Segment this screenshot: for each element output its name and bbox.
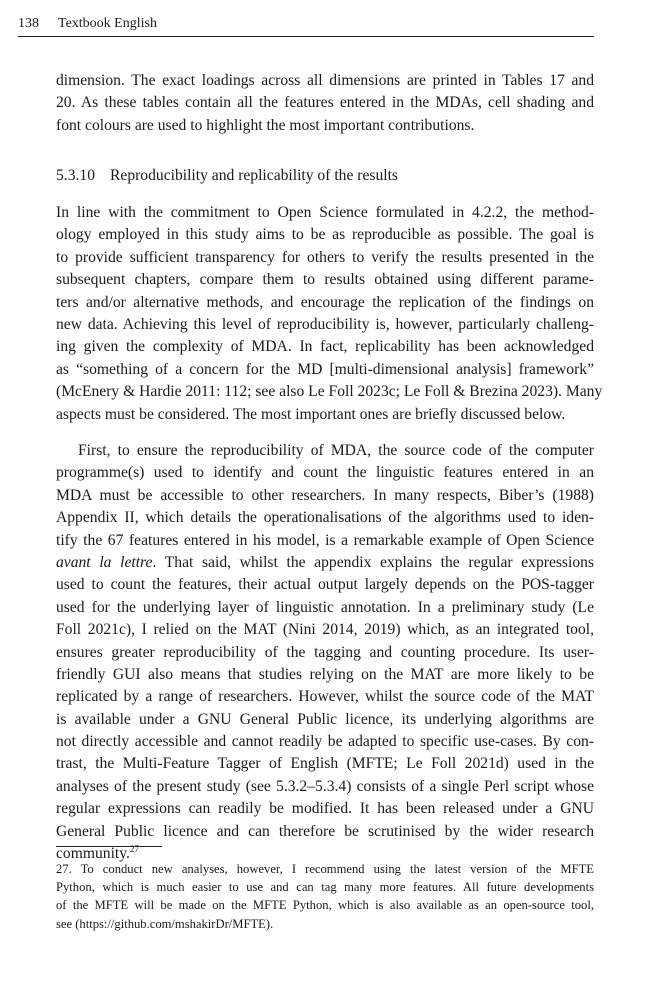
footnote-line: 27. To conduct new analyses, however, I recommend using the latest version of the MFTE xyxy=(56,862,594,876)
italic-phrase: avant la lettre xyxy=(56,553,153,571)
text-line: 20. As these tables contain all the features entered in the MDAs, cell shading and xyxy=(56,94,594,112)
paragraph-dimension-loadings xyxy=(56,70,594,137)
text-line: (McEnery & Hardie 2011: 112; see also Le Foll 2023c; Le Foll & Brezina 2023). Many xyxy=(56,383,603,401)
footnote-line-url[interactable]: see (https://github.com/mshakirDr/MFTE). xyxy=(56,916,274,931)
text-line: ology employed in this study aims to be as reproducible as possible. The goal is xyxy=(56,226,594,244)
text-line: as “something of a concern for the MD [multi-dimensional analysis] framework” xyxy=(56,360,594,378)
text-line: ing given the complexity of MDA. In fact, replicability has been acknowledged xyxy=(56,338,594,356)
footnote-27 xyxy=(56,860,594,933)
text-line: In line with the commitment to Open Science formulated in 4.2.2, the method- xyxy=(56,204,594,221)
text-line: analyses of the present study (see 5.3.2–5.3.4) consists of a single Perl script whose xyxy=(56,777,594,795)
text-line: programme(s) used to identify and count the linguistic features entered in an xyxy=(56,464,594,482)
footnote-line: Python, which is much easier to use and can tag many more features. All future developments xyxy=(56,880,594,895)
text-line: regular expressions can readily be modified. It has been released under a GNU xyxy=(56,800,594,818)
text-line: new data. Achieving this level of reproducibility is, however, particularly challeng- xyxy=(56,315,594,333)
text-line: trast, the Multi-Feature Tagger of English (MFTE; Le Foll 2021d) used in the xyxy=(56,755,594,773)
text-line: First, to ensure the reproducibility of MDA, the source code of the computer xyxy=(78,442,594,459)
text-line: MDA must be accessible to other researchers. In many respects, Biber’s (1988) xyxy=(56,486,594,504)
text-line: Foll 2021c), I relied on the MAT (Nini 2014, 2019) which, as an integrated tool, xyxy=(56,621,594,639)
text-line: subsequent chapters, compare them to results obtained using different parame- xyxy=(56,271,594,289)
page-number: 138 xyxy=(18,16,39,31)
text-line: Appendix II, which details the operationalisations of the algorithms used to iden- xyxy=(56,509,594,527)
text-line: tify the 67 features entered in his model, is a remarkable example of Open Science xyxy=(56,531,594,549)
section-heading xyxy=(56,165,594,187)
footnote-line: of the MFTE will be made on the MFTE Python, which is also available as an open-source tool, xyxy=(56,898,594,913)
text-line-mixed xyxy=(56,552,594,574)
paragraph-open-science xyxy=(56,202,603,426)
text-line: is available under a GNU General Public licence, its underlying algorithms are xyxy=(56,710,594,728)
text-line: replicated by a range of researchers. However, whilst the source code of the MAT xyxy=(56,688,594,706)
text-line: friendly GUI also means that studies relying on the MAT are more likely to be xyxy=(56,665,594,683)
paragraph-reproducibility xyxy=(56,440,594,865)
section-number: 5.3.10 xyxy=(56,167,95,184)
text-line: not directly accessible and cannot readily be adapted to specific use-cases. By con- xyxy=(56,733,594,751)
text-line: dimension. The exact loadings across all dimensions are printed in Tables 17 and xyxy=(56,72,594,89)
text-fragment: community. xyxy=(56,845,130,863)
text-line: ensures greater reproducibility of the tagging and counting procedure. Its user- xyxy=(56,643,594,661)
text-line: to provide sufficient transparency for others to verify the results presented in the xyxy=(56,248,594,266)
text-line: used to count the features, their actual output largely depends on the POS-tagger xyxy=(56,576,594,594)
running-head xyxy=(18,14,594,37)
text-line: used for the underlying layer of linguistic annotation. In a preliminary study (Le xyxy=(56,598,594,616)
footnote-reference[interactable]: 27 xyxy=(129,843,139,854)
text-line: ters and/or alternative methods, and encourage the replication of the findings on xyxy=(56,293,594,311)
text-line: font colours are used to highlight the most important contributions. xyxy=(56,116,475,134)
text-fragment: . That said, whilst the appendix explains the regular expressions xyxy=(152,553,594,571)
text-line: General Public licence and can therefore be scrutinised by the wider research xyxy=(56,822,594,840)
running-title: Textbook English xyxy=(58,16,157,31)
section-title: Reproducibility and replicability of the results xyxy=(110,167,398,184)
text-line: aspects must be considered. The most important ones are briefly discussed below. xyxy=(56,405,566,423)
footnote-divider xyxy=(56,846,162,847)
